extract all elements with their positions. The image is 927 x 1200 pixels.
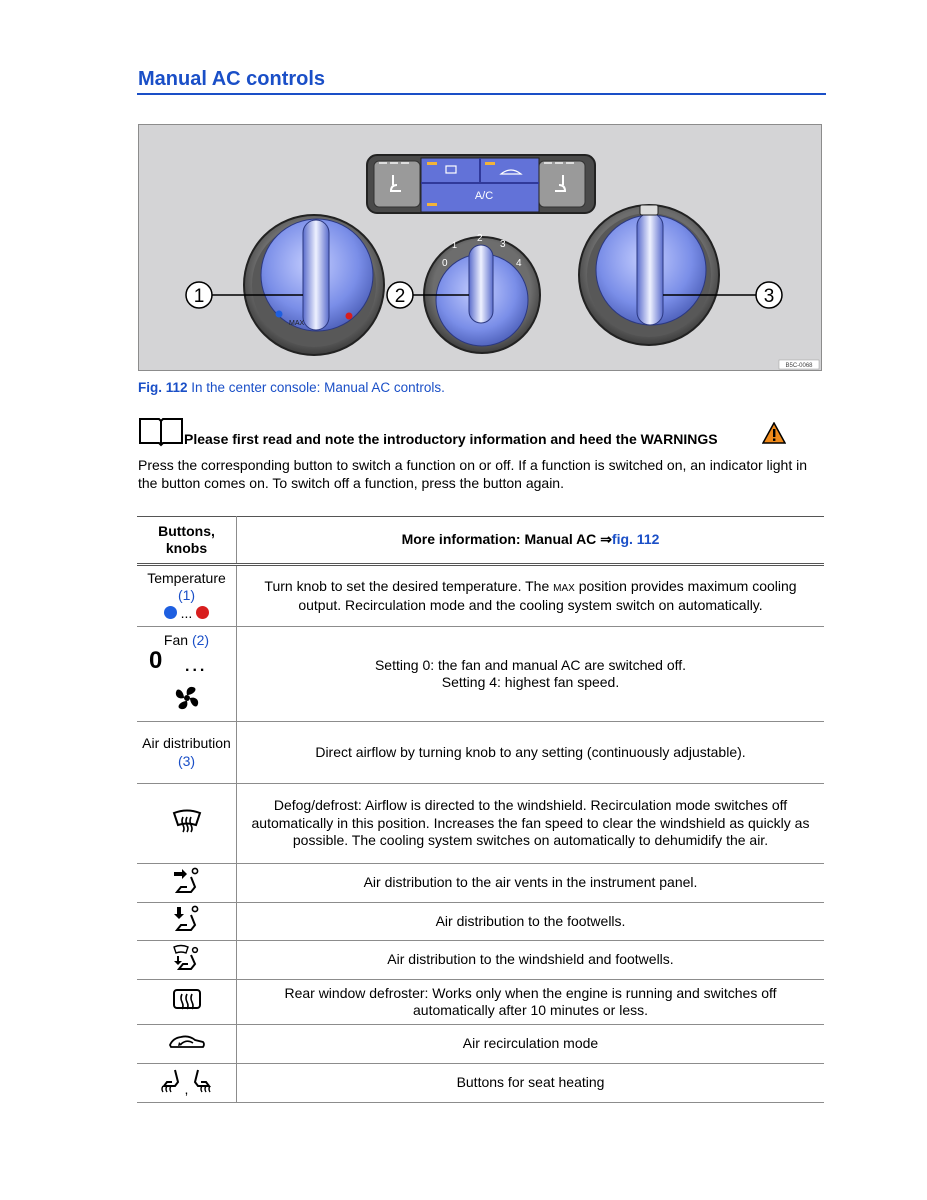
seat-footwell-icon [172,905,202,933]
fan-scale-1: 1 [452,240,458,250]
temperature-desc-end: position provides maximum cooling output. Recirculation mode and the cooling system switch on automatically. [298,577,797,613]
fan-ellipsis: ... [185,657,208,675]
temperature-cell [137,565,237,627]
fan-desc [237,627,825,722]
caption-fig-label: Fig. 112 [138,380,188,395]
temperature-label: Temperature [147,569,226,586]
fan-ref[interactable]: (2) [191,632,210,648]
temperature-desc-start: Turn knob to set the desired temperature. The [264,577,554,594]
seat-heating-right-icon [192,1068,214,1094]
temperature-ref[interactable]: (1) [177,587,196,604]
figure-caption [138,380,445,395]
table-row-air-distribution [137,722,824,784]
warning-notice [138,415,838,447]
fan-label: Fan [163,632,192,648]
arrow-icon: ⇒ [600,531,612,548]
seat-heating-cell [137,1064,237,1103]
air-distribution-knob [579,205,719,345]
callout-1-number: 1 [193,286,205,307]
fan-icon [173,684,201,712]
image-code: B5C-0068 [785,363,813,369]
rear-defrost-desc: Rear window defroster: Works only when the engine is running and switches off automatically after 10 minutes or less. [237,980,825,1025]
footwells-desc: Air distribution to the footwells. [237,903,825,941]
recirculation-desc: Air recirculation mode [237,1025,825,1064]
fig-link[interactable]: fig. 112 [611,531,660,548]
table-header-row [137,517,824,565]
windshield-defrost-icon [172,809,202,833]
callout-2-number: 2 [394,286,406,307]
intro-paragraph: Press the corresponding button to switch a function on or off. If a function is switched on, an indicator light in the button comes on. To switch off a function, press the button again. [138,457,808,491]
air-distribution-label: Air distribution [142,735,231,751]
table-row-defrost [137,784,824,864]
ac-button-label: A/C [474,190,494,202]
table-row-rear-defrost [137,980,824,1025]
ac-panel-illustration [139,125,821,370]
fan-zero: 0 [149,646,163,674]
fan-range [141,646,232,684]
temperature-knob [244,215,384,355]
seat-vents-icon [172,867,202,895]
table-row-fan [137,627,824,722]
defrost-cell [137,784,237,864]
seat-heating-left-icon [159,1068,181,1094]
callout-3-number: 3 [763,286,775,307]
controls-table [137,516,824,1103]
notice-text: Please first read and note the introductory information and heed the WARNINGS [184,431,718,447]
air-distribution-desc: Direct airflow by turning knob to any setting (continuously adjustable). [237,722,825,784]
header-more-info [237,517,825,565]
table-row-footwells [137,903,824,941]
seat-windshield-footwell-icon [172,944,202,972]
vents-desc: Air distribution to the air vents in the instrument panel. [237,864,825,903]
fan-desc-line2: Setting 4: highest fan speed. [441,674,620,690]
footwells-cell [137,903,237,941]
figure-ac-panel [138,124,822,371]
table-row-seat-heating [137,1064,824,1103]
button-bar [367,155,595,213]
table-row-vents [137,864,824,903]
vents-cell [137,864,237,903]
temperature-desc-max: MAX [553,582,575,594]
fan-scale-0: 0 [442,258,448,269]
temperature-range [141,605,232,623]
seat-heating-desc: Buttons for seat heating [237,1064,825,1103]
fan-cell [137,627,237,722]
header-buttons-knobs: Buttons, knobs [137,517,237,565]
air-distribution-ref[interactable]: (3) [177,752,196,769]
rear-defrost-cell [137,980,237,1025]
recirculation-cell [137,1025,237,1064]
rear-window-defrost-icon [172,988,202,1012]
book-icon [138,415,184,447]
defrost-desc: Defog/defrost: Airflow is directed to the windshield. Recirculation mode switches off automatically in this position. Increases the fan speed to clear the windshield as quickly as possible. The cooling system switches on automatically to dehumidify the air. [237,784,825,864]
caption-text: In the center console: Manual AC controls. [187,380,445,395]
fan-scale-4: 4 [516,258,522,269]
seat-heating-separator: , [184,1080,189,1097]
table-row-windshield-footwells [137,941,824,980]
warning-icon [762,422,786,444]
fan-scale-2: 2 [477,233,483,244]
header-more-info-text: More information: Manual AC [401,531,601,548]
temperature-desc [237,565,825,627]
recirculation-icon [167,1032,207,1052]
table-row-temperature [137,565,824,627]
cold-dot-icon [164,606,177,619]
fan-desc-line1: Setting 0: the fan and manual AC are switched off. [374,656,687,673]
windshield-footwells-cell [137,941,237,980]
temp-max-label: MAX [289,320,305,327]
temperature-ellipsis: ... [180,604,193,621]
hot-dot-icon [196,606,209,619]
table-row-recirculation [137,1025,824,1064]
page-title: Manual AC controls [138,68,326,90]
fan-scale-3: 3 [500,239,506,250]
title-rule [137,93,826,95]
air-distribution-cell [137,722,237,784]
windshield-footwells-desc: Air distribution to the windshield and footwells. [237,941,825,980]
